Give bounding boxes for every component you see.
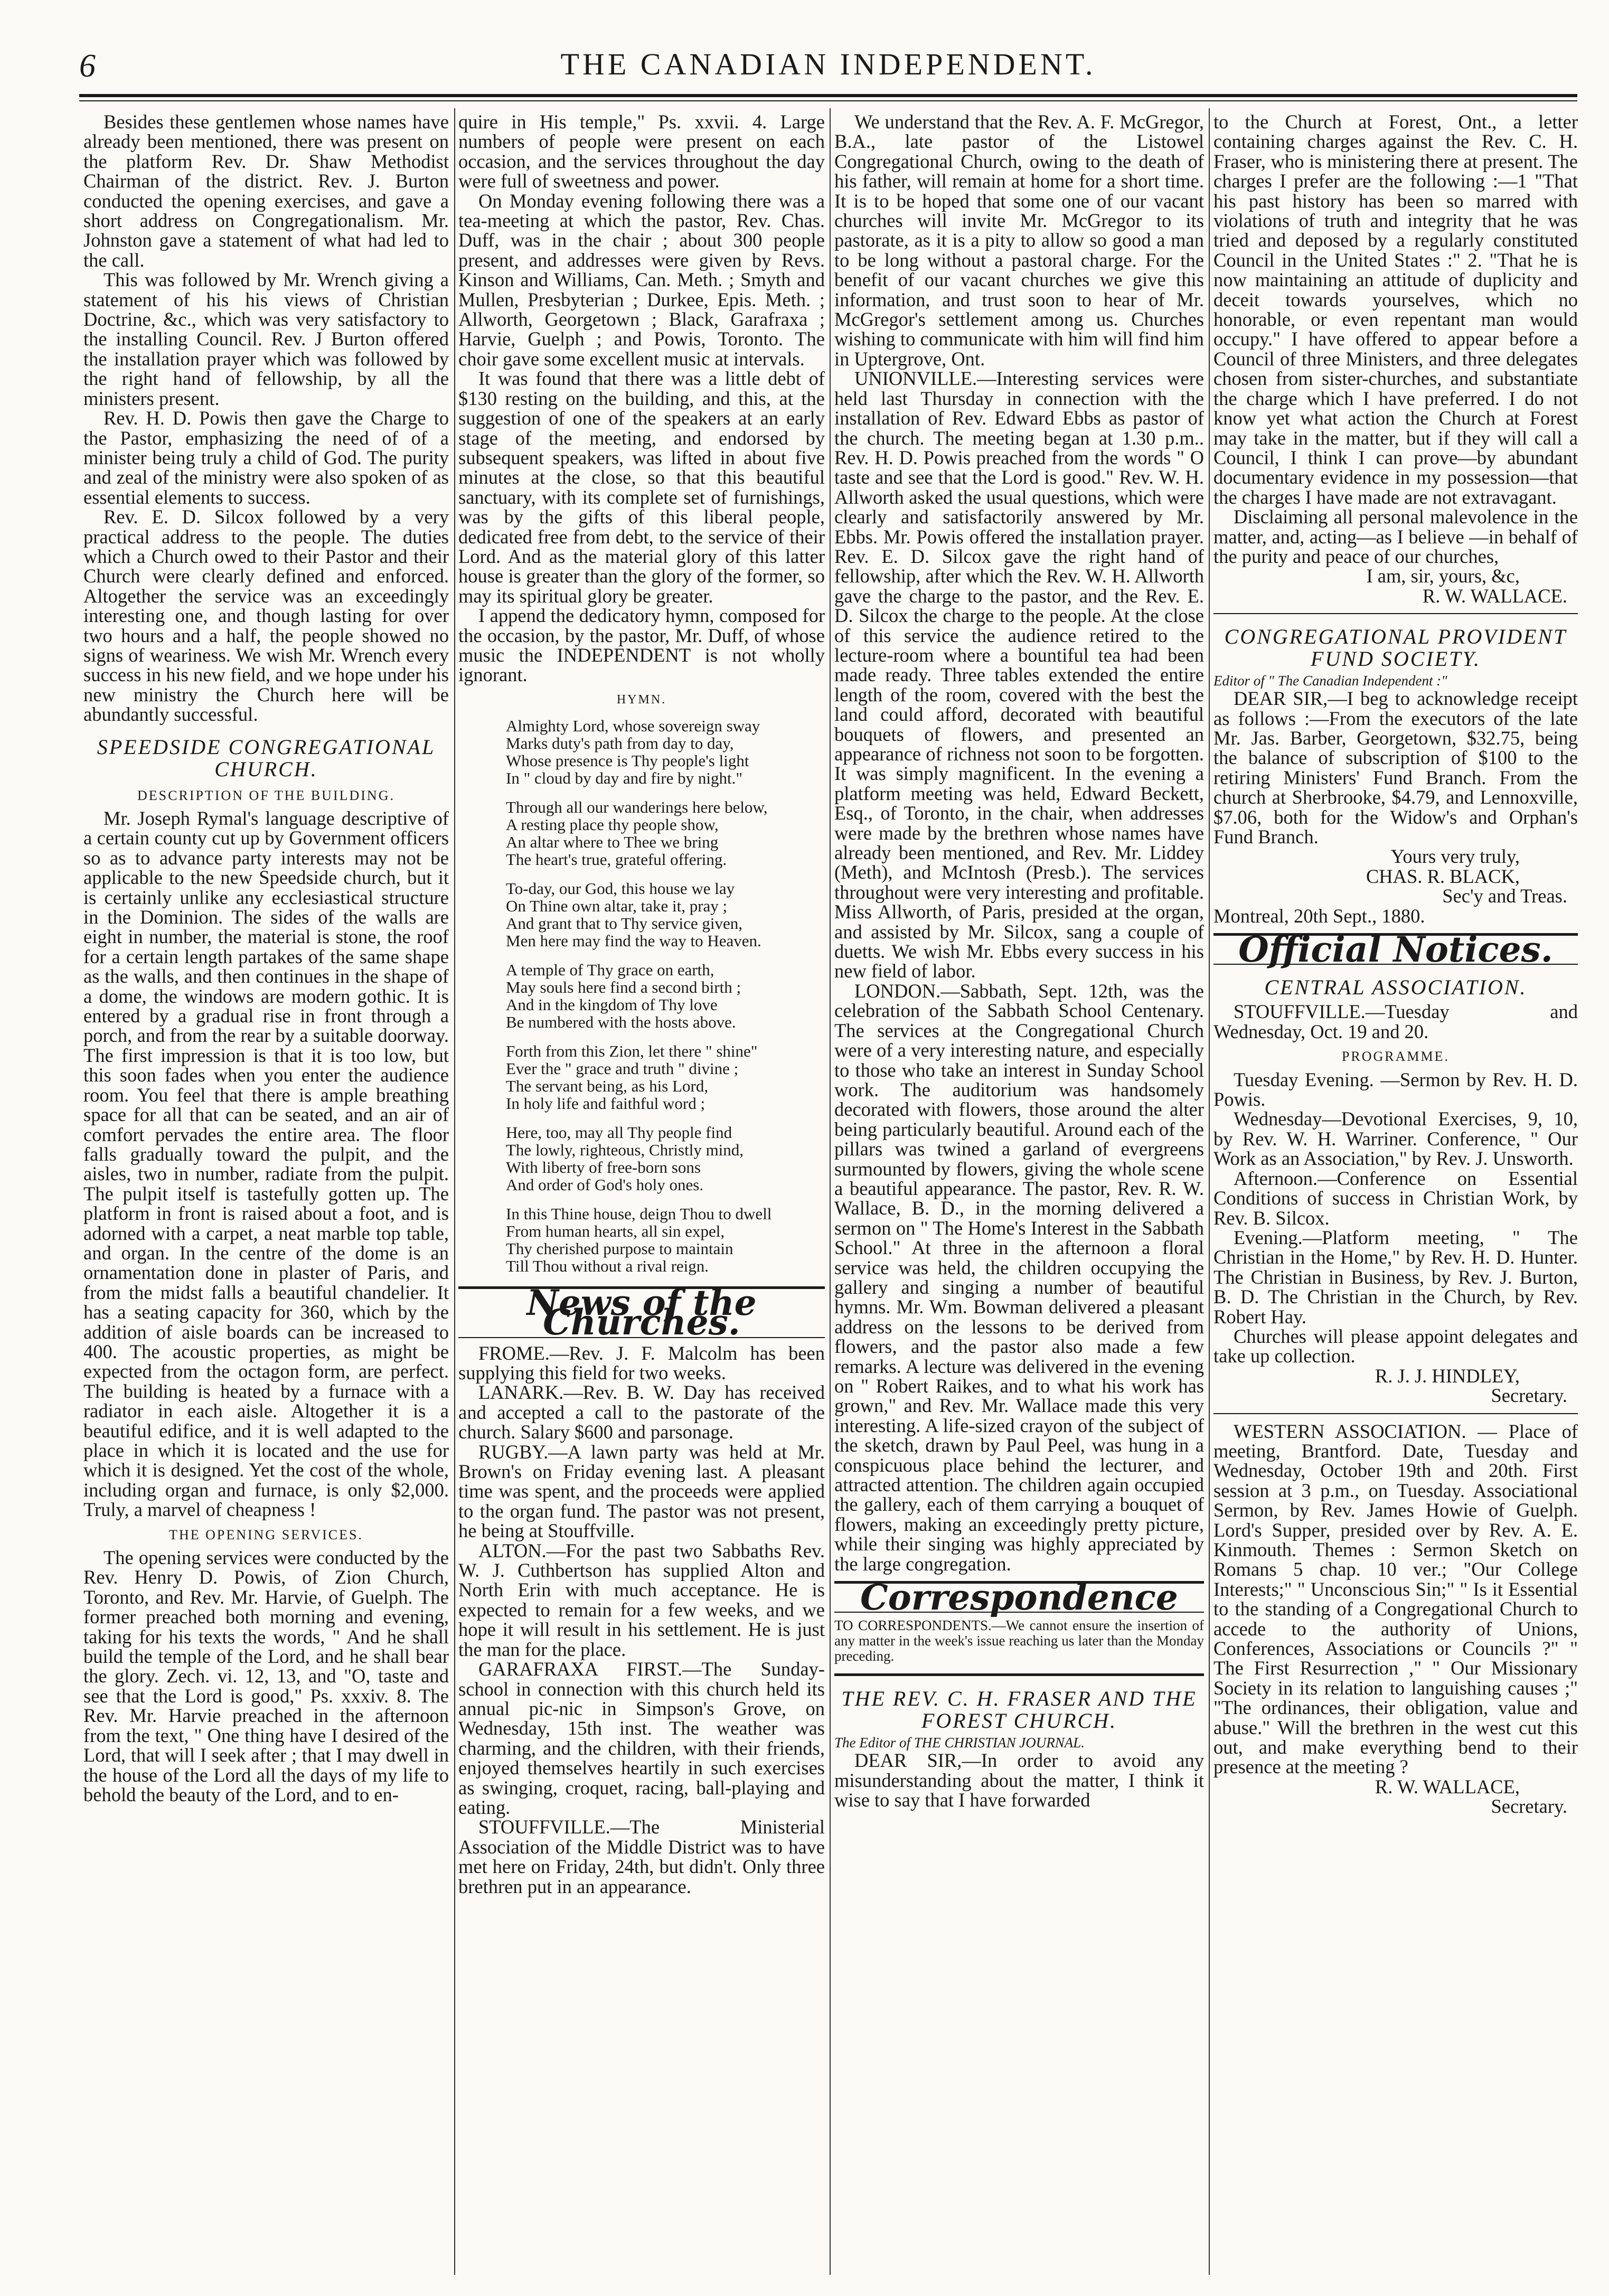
section-title: THE REV. C. H. FRASER AND THE FOREST CHURCH.	[841, 1687, 1197, 1733]
letter-date: Montreal, 20th Sept., 1880.	[1213, 905, 1425, 927]
news-item: LANARK.—Rev. B. W. Day has received and accepted a call to the pastorate of the church. Salary $600 and parsonage.	[458, 1381, 825, 1443]
paragraph: Mr. Joseph Rymal's language descriptive of a certain county cut up by Government officers so as to advance party interests may not be applicable to the new Speedside church, but it is certainly unlike any ecclesiastical structure in the Dominion. The sides of the walls are eight in number, the material is stone, the roof for a certain length partakes of the same shape as the walls, and then continues in the shape of a dome, the windows are modern gothic. It is entered by a gradual rise in front through a porch, and from the rear by a suitable doorway. The first impression is that it is too low, but this soon fades when you enter the audience room. You feel that there is ample breathing space for all that can be seated, and an air of comfort pervades the entire area. The floor falls gradually toward the pulpit, and the aisles, two in number, radiate from the pulpit. The pulpit itself is tastefully gotten up. The platform in front is raised about a foot, and is adorned with a carpet, a neat marble top table, and organ. In the centre of the dome is an ornamentation done in plaster of Paris, and from the midst falls a beautiful chandelier. It has a seating capacity for 360, which by the addition of aisle boards can be increased to 400. The acoustic properties, as might be expected from the octagon form, are perfect. The building is heated by a furnace with a radiator in each aisle. Altogether it is a beautiful edifice, and it is well adapted to the place in which it is located and the use for which it is designed. Yet the cost of the whole, including organ and furnace, is only $2,000. Truly, a marvel of cheapness !	[83, 807, 449, 1521]
signer-role: Secretary.	[1491, 1795, 1567, 1818]
news-item: STOUFFVILLE.—The Ministerial Association of the Middle District was to have met here on Friday, 24th, but didn't. Only three brethren put in an appearance.	[458, 1816, 825, 1897]
hymn-stanza	[506, 1205, 825, 1275]
hymn-line: Whose presence is Thy people's light	[506, 751, 749, 770]
letter-addressee: The Editor of THE CHRISTIAN JOURNAL.	[834, 1735, 1085, 1751]
news-item: RUGBY.—A lawn party was held at Mr. Brown's on Friday evening last. A pleasant time was spent, and the proceeds were applied to the organ fund. The pastor was not present, he being at Stouffville.	[458, 1441, 825, 1542]
letter-signature: R. W. WALLACE.	[1422, 585, 1567, 607]
hymn-line: From human hearts, all sin expel,	[506, 1221, 725, 1240]
news-item: FROME.—Rev. J. F. Malcolm has been supplying this field for two weeks.	[458, 1342, 825, 1384]
rule	[1213, 1413, 1578, 1414]
hymn-line: In this Thine house, deign Thou to dwell	[506, 1204, 772, 1223]
hymn-line: May souls here find a second birth ;	[506, 977, 741, 996]
hymn-line: In " cloud by day and fire by night."	[506, 768, 743, 787]
paragraph: Rev. H. D. Powis then gave the Charge to the Pastor, emphasizing the need of of a minister being truly a child of God. The purity and zeal of the ministry were also spoken of as essential elements to success.	[83, 407, 449, 508]
letter-signature: CHAS. R. BLACK,	[1366, 865, 1520, 887]
hymn-stanzas	[506, 717, 825, 1275]
hymn-line: Marks duty's path from day to day,	[506, 733, 734, 752]
hymn-stanza	[506, 1042, 825, 1112]
hymn-line: To-day, our God, this house we lay	[506, 879, 735, 898]
subheading: DESCRIPTION OF THE BUILDING.	[137, 787, 395, 803]
signer-role: Sec'y and Treas.	[1442, 885, 1567, 907]
paragraph: The opening services were conducted by the Rev. Henry D. Powis, of Zion Church, Toronto, and Rev. Mr. Harvie, of Guelph. The former preached both morning and evening, taking for his texts the words, " And he shall build the temple of the Lord, and he shall bear the glory. Zech. vi. 12, 13, and "O, taste and see that the Lord is good," Ps. xxxiv. 8. The Rev. Mr. Harvie preached in the afternoon from the text, " One thing have I desired of the Lord, that will I seek after ; that I may dwell in the house of the Lord all the days of my life to behold the beauty of the Lord, and to en-	[83, 1547, 449, 1805]
hymn-stanza	[506, 717, 825, 787]
paragraph: quire in His temple," Ps. xxvii. 4. Large numbers of people were present on each occasion, and the services throughout the day were full of sweetness and power.	[458, 112, 825, 192]
paragraph: I append the dedicatory hymn, composed for the occasion, by the pastor, Mr. Duff, of whose music the INDEPENDENT is not wholly ignorant.	[458, 605, 825, 686]
hymn	[506, 691, 825, 1275]
paragraph: It was found that there was a little debt of $130 resting on the building, and this, at the suggestion of one of the speakers at an early stage of the meeting, and endorsed by subsequent speakers, was lifted in about five minutes at the close, so that this beautiful sanctuary, with its complete set of furnishings, was by the gifts of this liberal people, dedicated free from debt, to the service of their Lord. And as the material glory of this latter house is greater than the glory of the former, so may its spiritual glory be greater.	[458, 368, 825, 607]
hymn-line: Till Thou without a rival reign.	[506, 1256, 709, 1275]
news-heading: News of the Churches.	[458, 1286, 825, 1338]
hymn-line: A temple of Thy grace on earth,	[506, 960, 714, 979]
paragraph: This was followed by Mr. Wrench giving a statement of his his views of Christian Doctrine, &c., which was very satisfactory to the installing Council. Rev. J Burton offered the installation prayer which was followed by the right hand of fellowship, by all the ministers present.	[83, 269, 449, 409]
section-title: CENTRAL ASSOCIATION.	[1264, 975, 1527, 1000]
hymn-line: Forth from this Zion, let there " shine"	[506, 1041, 758, 1060]
hymn-line: Be numbered with the hosts above.	[506, 1012, 736, 1031]
column-4	[1213, 112, 1578, 2275]
section-title: SPEEDSIDE CONGREGATIONAL CHURCH.	[97, 735, 436, 781]
subheading: PROGRAMME.	[1341, 1049, 1450, 1065]
programme-item: Wednesday—Devotional Exercises, 9, 10, by Rev. W. H. Warriner. Conference, " Our Work as an Association," by Rev. J. Unsworth.	[1213, 1108, 1578, 1170]
page-number: 6	[79, 48, 96, 84]
rule	[1213, 613, 1578, 614]
paragraph: Disclaiming all personal malevolence in the matter, and, acting—as I believe —in behalf of the purity and peace of our churches,	[1213, 506, 1578, 567]
paragraph: DEAR SIR,—In order to avoid any misunderstanding about the matter, I think it wise to say that I have forwarded	[834, 1749, 1204, 1811]
hymn-line: With liberty of free-born sons	[506, 1158, 701, 1177]
letter-addressee: Editor of " The Canadian Independent :"	[1213, 673, 1447, 689]
column-divider	[1209, 108, 1210, 2275]
masthead-title: THE CANADIAN INDEPENDENT.	[560, 47, 1096, 81]
notices-heading: Official Notices.	[1213, 933, 1578, 965]
column-1	[83, 112, 449, 2275]
hymn-line: The lowly, righteous, Christly mind,	[506, 1140, 744, 1159]
news-item: GARAFRAXA FIRST.—The Sunday-school in connection with this church held its annual pic-nic in Simpson's Grove, on Wednesday, 15th inst. The weather was charming, and the children, with their friends, enjoyed themselves heartily in such exercises as swinging, croquet, racing, ball-playing and eating.	[458, 1658, 825, 1818]
hymn-line: The heart's true, grateful offering.	[506, 850, 727, 869]
column-3	[834, 112, 1204, 2275]
letter-closing: I am, sir, yours, &c,	[1366, 565, 1520, 587]
page-header	[79, 37, 1577, 95]
signer-role: Secretary.	[1491, 1385, 1567, 1407]
hymn-line: And grant that to Thy service given,	[506, 914, 742, 933]
programme-item: Afternoon.—Conference on Essential Conditions of success in Christian Work, by Rev. B. Silcox.	[1213, 1167, 1578, 1229]
column-2	[458, 112, 825, 2275]
column-divider	[830, 108, 831, 2275]
hymn-line: The servant being, as his Lord,	[506, 1076, 709, 1095]
header-rule-thin	[79, 100, 1577, 101]
signature: R. W. WALLACE,	[1375, 1775, 1520, 1798]
paragraph: to the Church at Forest, Ont., a letter containing charges against the Rev. C. H. Fraser, who is ministering there at present. The charges I prefer are the following :—1 "That his past history has been so marred with violations of truth and integrity that he was tried and deposed by a regularly constituted Council in the United States :" 2. "That he is now maintaining an attitude of duplicity and deceit towards yourselves, which no honorable, or even repentant man would occupy." I have offered to appear before a Council of three Ministers, and three delegates chosen from sister-churches, and substantiate the charge which I have preferred. I do not know yet what action the Church at Forest may take in the matter, but if they will call a Council, I think I can prove—by abundant documentary evidence in my possession—that the charges I have made are not extravagant.	[1213, 112, 1578, 508]
paragraph: STOUFFVILLE.—Tuesday and Wednesday, Oct. 19 and 20.	[1213, 1001, 1578, 1042]
hymn-line: Through all our wanderings here below,	[506, 797, 768, 816]
paragraph: On Monday evening following there was a tea-meeting at which the pastor, Rev. Chas. Duff, was in the chair ; about 300 people present, and addresses were given by Revs. Kinson and Williams, Can. Meth. ; Smyth and Mullen, Presbyterian ; Durkee, Epis. Meth. ; Allworth, Georgetown ; Black, Garafraxa ; Harvie, Guelph ; and Powis, Toronto. The choir gave some excellent music at intervals.	[458, 190, 825, 370]
hymn-line: In holy life and faithful word ;	[506, 1094, 705, 1113]
hymn-line: On Thine own altar, take it, pray ;	[506, 896, 728, 915]
paragraph: Besides these gentlemen whose names have already been mentioned, there was present on the platform Rev. Dr. Shaw Methodist Chairman of the district. Rev. J. Burton conducted the opening exercises, and gave a short address on Congregationalism. Mr. Johnston gave a statement of what had led to the call.	[83, 112, 449, 271]
subheading: THE OPENING SERVICES.	[169, 1527, 363, 1542]
news-item: LONDON.—Sabbath, Sept. 12th, was the celebration of the Sabbath School Centenary. The services at the Congregational Church were of a very interesting nature, and especially to those who take an interest in Sunday School work. The auditorium was handsomely decorated with flowers, those around the alter being particularly beautiful. Around each of the pillars was twined a garland of evergreens surmounted by flowers, giving the whole scene a beautiful appearance. The pastor, Rev. R. W. Wallace, B. D., in the morning delivered a sermon on " The Home's Interest in the Sabbath School." At three in the afternoon a floral service was held, the children occupying the gallery and singing a number of beautiful hymns. Mr. Wm. Bowman delivered a pleasant address on the lessons to be derived from flowers, and the pastor also made a few remarks. A lecture was delivered in the evening on " Robert Raikes, and to what his work has grown," and Rev. Mr. Wallace made this very interesting. A life-sized crayon of the subject of the sketch, drawn by Paul Peel, was hung in a conspicuous place behind the lecturer, and attracted attention. The children again occupied the gallery, each of them carrying a bouquet of flowers, making an exceedingly pretty picture, while their singing was highly appreciated by the large congregation.	[834, 980, 1204, 1575]
hymn-line: A resting place thy people show,	[506, 815, 719, 834]
hymn-line: Thy cherished purpose to maintain	[506, 1239, 733, 1258]
hymn-line: Men here may find the way to Heaven.	[506, 931, 761, 950]
hymn-line: Here, too, may all Thy people find	[506, 1123, 732, 1142]
column-divider	[454, 108, 455, 2275]
programme-item: Tuesday Evening. —Sermon by Rev. H. D. Powis.	[1213, 1068, 1578, 1111]
programme-item: Evening.—Platform meeting, " The Christian in the Home," by Rev. H. D. Hunter. The Christian in Business, by Rev. J. Burton, B. D. The Christian in the Church, by Rev. Robert Hay.	[1213, 1226, 1578, 1328]
hymn-stanza	[506, 961, 825, 1031]
hymn-stanza	[506, 798, 825, 868]
hymn-stanza	[506, 880, 825, 949]
news-item: ALTON.—For the past two Sabbaths Rev. W. J. Cuthbertson has supplied Alton and North Erin with much acceptance. He is expected to remain for a few weeks, and we hope it will result in his settlement. He is just the man for the place.	[458, 1539, 825, 1660]
hymn-line: And order of God's holy ones.	[506, 1175, 704, 1194]
letter-closing: Yours very truly,	[1390, 845, 1520, 868]
hymn-line: Almighty Lord, whose sovereign sway	[506, 716, 760, 735]
section-title: CONGREGATIONAL PROVIDENT FUND SOCIETY.	[1224, 625, 1567, 671]
paragraph: DEAR SIR,—I beg to acknowledge receipt as follows :—From the executors of the late Mr. Jas. Barber, Georgetown, $32.75, being the balance of subscription of $100 to the retiring Ministers' Fund Branch. From the church at Sherbrooke, $4.79, and Lennoxville, $7.06, both for the Widow's and Orphan's Fund Branch.	[1213, 688, 1578, 848]
hymn-line: And in the kingdom of Thy love	[506, 995, 718, 1014]
paragraph: Churches will please appoint delegates and take up collection.	[1213, 1325, 1578, 1367]
signature: R. J. J. HINDLEY,	[1375, 1365, 1520, 1387]
hymn-title: HYMN.	[616, 692, 667, 707]
paragraph: We understand that the Rev. A. F. McGregor, B.A., late pastor of the Listowel Congregational Church, owing to the death of his father, will remain at home for a short time. It is to be hoped that some one of our vacant churches will invite Mr. McGregor to its pastorate, as it is a pity to allow so good a man to be long without a pastoral charge. For the benefit of our vacant churches we give this information, and trust soon to hear of Mr. McGregor's settlement among us. Churches wishing to communicate with him will find him in Uptergrove, Ont.	[834, 112, 1204, 370]
paragraph: WESTERN ASSOCIATION. — Place of meeting, Brantford. Date, Tuesday and Wednesday, October 19th and 20th. First session at 3 p.m., on Tuesday. Associational Sermon, by Rev. James Howie of Guelph. Lord's Supper, presided over by Rev. A. E. Kinmouth. Themes : Sermon Sketch on Romans 5 chap. 10 ver.; "Our College Interests;" " Unconscious Sin;" " Is it Essential to the standing of a Congregational Church to accede to the authority of Unions, Conferences, Associations or Councils ?" " The First Resurrection ," " Our Missionary Society in its relation to languishing causes ;" "The ordinances, their obligation, value and abuse." Will the brethren in the west cut this out, and make everything bend to their presence at the meeting ?	[1213, 1420, 1578, 1778]
hymn-stanza	[506, 1124, 825, 1193]
hymn-line: Ever the " grace and truth " divine ;	[506, 1059, 739, 1078]
correspondents-note: TO CORRESPONDENTS.—We cannot ensure the insertion of any matter in the week's issue reaching us later than the Monday preceding.	[834, 1617, 1204, 1664]
correspondence-heading: Correspondence	[834, 1581, 1204, 1613]
paragraph: Rev. E. D. Silcox followed by a very practical address to the people. The duties which a Church owed to their Pastor and their Church were clearly defined and enforced. Altogether the service was an exceedingly interesting one, and though lasting for over two hours and a half, the people showed no signs of weariness. We wish Mr. Wrench every success in his new field, and we hope under his new ministry the Church here will be abundantly successful.	[83, 506, 449, 726]
hymn-line: An altar where to Thee we bring	[506, 832, 719, 851]
rule	[834, 1673, 1204, 1676]
news-item: UNIONVILLE.—Interesting services were held last Thursday in connection with the installation of Rev. Edward Ebbs as pastor of the church. The meeting began at 1.30 p.m.. Rev. H. D. Powis preached from the words " O taste and see that the Lord is good." Rev. W. H. Allworth asked the usual questions, which were clearly and satisfactorily answered by Mr. Ebbs. Mr. Powis offered the installation prayer. Rev. E. D. Silcox gave the right hand of fellowship, after which the Rev. W. H. Allworth gave the charge to the pastor, and the Rev. E. D. Silcox the charge to the people. At the close of this service the audience retired to the lecture-room where a bountiful tea had been made ready. Three tables extended the entire length of the room, covered with the best the land could afford, decorated with beautiful bouquets of flowers, and presented an appearance of richness not soon to be forgotten. It was simply magnificent. In the evening a platform meeting was held, Edward Beckett, Esq., of Toronto, in the chair, when addresses were made by the brethren whose names have already been mentioned, and Rev. Mr. Liddey (Meth), and McIntosh (Presb.). The services throughout were very interesting and profitable. Miss Allworth, of Paris, presided at the organ, and assisted by Mr. Silcox, sang a couple of duetts. We wish Mr. Ebbs every success in his new field of labor.	[834, 368, 1204, 982]
header-rule-thick	[79, 94, 1577, 97]
